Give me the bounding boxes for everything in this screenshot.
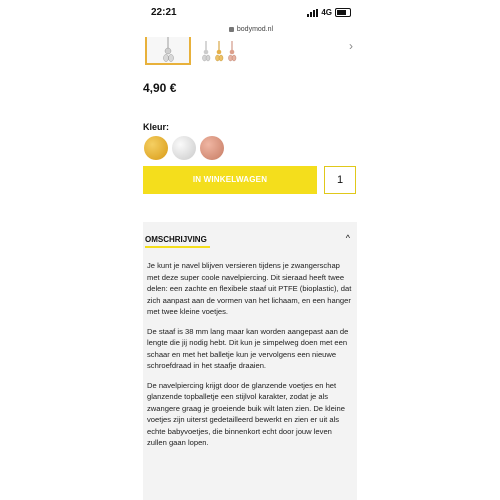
product-price: 4,90 € [143,81,177,95]
description-paragraph: De staaf is 38 mm lang maar kan worden aangepast aan de lengte die jij nodig hebt. Dit kun je simpelweg doen met een schaar en met het balletje kun je vervolgens een nieuwe schroefdraad in het staafje draaien. [147,326,349,370]
product-page [143,37,359,500]
battery-icon [335,8,351,17]
network-type: 4G [321,8,332,17]
description-panel [143,222,357,500]
thumbnail-selected[interactable] [145,37,191,65]
color-label: Kleur: [143,122,170,132]
color-swatch-gold[interactable] [144,136,168,160]
description-text [147,260,353,457]
image-gallery [143,37,359,69]
color-swatch-rose-gold[interactable] [200,136,224,160]
status-bar [143,0,359,24]
add-to-cart-button[interactable]: IN WINKELWAGEN [143,166,317,194]
chevron-up-icon[interactable]: ^ [345,233,350,243]
piercing-silver-image [147,37,189,65]
url-text: bodymod.nl [236,26,274,33]
signal-icon [307,9,318,17]
color-swatch-silver[interactable] [172,136,196,160]
quantity-input[interactable]: 1 [324,166,356,194]
address-bar[interactable] [143,23,359,37]
status-time: 22:21 [151,7,177,18]
heading-underline [145,246,210,248]
thumbnail-colors[interactable] [199,41,239,65]
description-heading[interactable]: OMSCHRIJVING [145,235,207,244]
gallery-next-icon[interactable]: › [349,39,353,53]
description-paragraph: Je kunt je navel blijven versieren tijdens je zwangerschap met deze super coole navelpiercing. Dit sieraad heeft twee delen: een zachte en flexibele staaf uit PTFE (bioplastic), dat zich aanpast aan de vormen van het lichaam, en een hanger met twee kleine voetjes. [147,261,352,316]
lock-icon [229,27,234,32]
description-paragraph: De navelpiercing krijgt door de glanzende voetjes en het glanzende topballetje een stijlvol karakter, zodat je als zwangere graag je groeiende buik wilt laten zien. De kleine voetjes zijn uiterst gedetailleerd bewerkt en zien er uit als echte babyvoetjes, die binnenkort echt door jouw leven zullen gaan lopen. [147,380,345,447]
status-indicators [307,8,351,17]
